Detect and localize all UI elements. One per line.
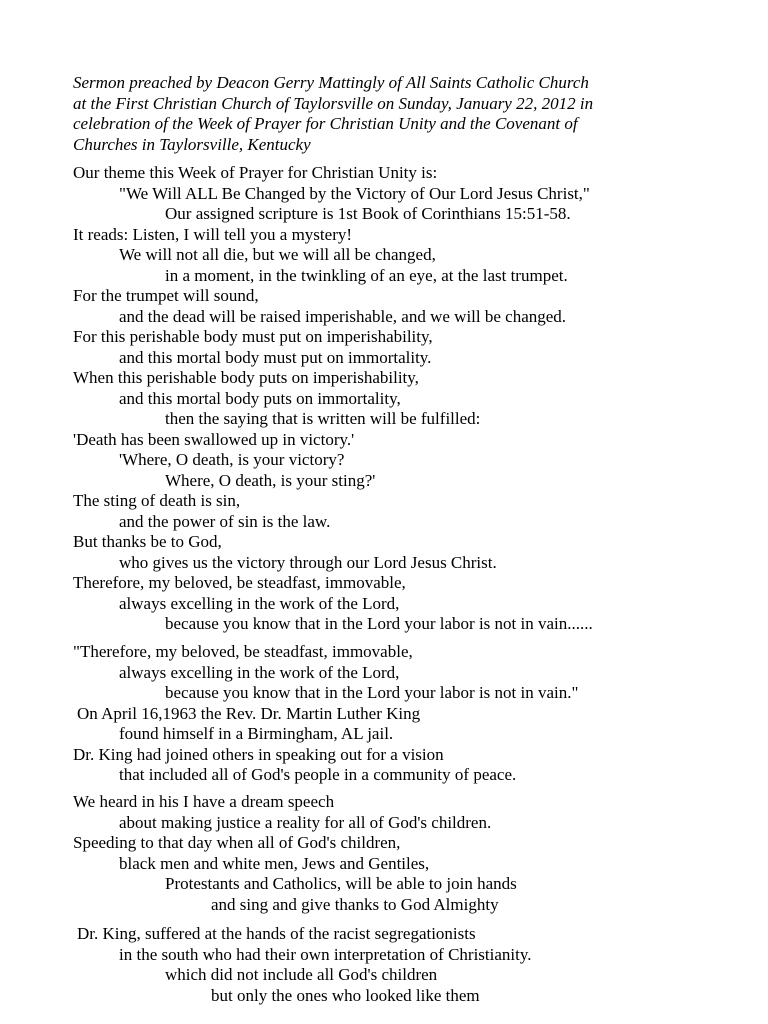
- text-line: who gives us the victory through our Lord Jesus Christ.: [119, 552, 497, 572]
- text-line: Dr. King had joined others in speaking out for a vision: [73, 744, 444, 764]
- text-line: and the power of sin is the law.: [119, 511, 331, 531]
- text-line: in a moment, in the twinkling of an eye, at the last trumpet.: [165, 265, 568, 285]
- text-line: because you know that in the Lord your labor is not in vain......: [165, 614, 593, 633]
- text-line: then the saying that is written will be fulfilled:: [165, 409, 481, 428]
- text-line: Our theme this Week of Prayer for Christian Unity is:: [73, 163, 438, 182]
- text-line: found himself in a Birmingham, AL jail.: [119, 724, 394, 743]
- heading-line: Churches in Taylorsville, Kentucky: [73, 134, 311, 154]
- text-line: and this mortal body puts on immortality,: [119, 388, 401, 408]
- text-line: It reads: Listen, I will tell you a mystery!: [73, 224, 353, 244]
- text-line: in the south who had their own interpretation of Christianity.: [119, 944, 532, 964]
- text-line: For the trumpet will sound,: [73, 286, 259, 305]
- text-line: But thanks be to God,: [73, 532, 222, 551]
- text-line: Our assigned scripture is 1st Book of Corinthians 15:51-58.: [165, 204, 571, 223]
- text-line: Dr. King, suffered at the hands of the racist segregationists: [77, 924, 476, 943]
- reflection-paragraph: [73, 642, 753, 786]
- dream-speech-paragraph: [73, 792, 753, 915]
- text-line: "Therefore, my beloved, be steadfast, immovable,: [73, 642, 413, 661]
- text-line: that included all of God's people in a community of peace.: [119, 765, 517, 784]
- text-line: "We Will ALL Be Changed by the Victory of Our Lord Jesus Christ,": [119, 183, 590, 203]
- text-line: Speeding to that day when all of God's children,: [73, 833, 401, 852]
- text-line: black men and white men, Jews and Gentiles,: [119, 853, 430, 873]
- heading-line: at the First Christian Church of Taylorsville on Sunday, January 22, 2012 in: [73, 93, 594, 113]
- text-line: On April 16,1963 the Rev. Dr. Martin Luther King: [77, 703, 421, 723]
- text-line: about making justice a reality for all of God's children.: [119, 812, 492, 832]
- text-line: We will not all die, but we will all be changed,: [119, 245, 436, 264]
- text-line: 'Where, O death, is your victory?: [119, 450, 345, 469]
- text-line: and this mortal body must put on immortality.: [119, 347, 432, 367]
- segregation-paragraph: [73, 924, 753, 1006]
- text-line: and the dead will be raised imperishable, and we will be changed.: [119, 306, 567, 326]
- text-line: Therefore, my beloved, be steadfast, immovable,: [73, 573, 406, 592]
- text-line: We heard in his I have a dream speech: [73, 792, 335, 811]
- text-line: When this perishable body puts on imperishability,: [73, 368, 419, 387]
- text-line: which did not include all God's children: [165, 965, 438, 984]
- text-line: For this perishable body must put on imperishability,: [73, 327, 433, 346]
- text-line: always excelling in the work of the Lord,: [119, 662, 400, 682]
- text-line: because you know that in the Lord your labor is not in vain.": [165, 683, 579, 702]
- text-line: and sing and give thanks to God Almighty: [211, 894, 499, 914]
- text-line: The sting of death is sin,: [73, 491, 241, 510]
- text-line: Protestants and Catholics, will be able to join hands: [165, 874, 517, 893]
- scripture-passage: [73, 163, 753, 635]
- sermon-heading: [73, 73, 733, 155]
- text-line: but only the ones who looked like them: [211, 985, 480, 1005]
- heading-line: Sermon preached by Deacon Gerry Mattingly of All Saints Catholic Church: [73, 73, 589, 92]
- text-line: 'Death has been swallowed up in victory.': [73, 429, 355, 449]
- text-line: always excelling in the work of the Lord,: [119, 593, 400, 613]
- text-line: Where, O death, is your sting?': [165, 470, 376, 490]
- heading-line: celebration of the Week of Prayer for Christian Unity and the Covenant of: [73, 114, 578, 133]
